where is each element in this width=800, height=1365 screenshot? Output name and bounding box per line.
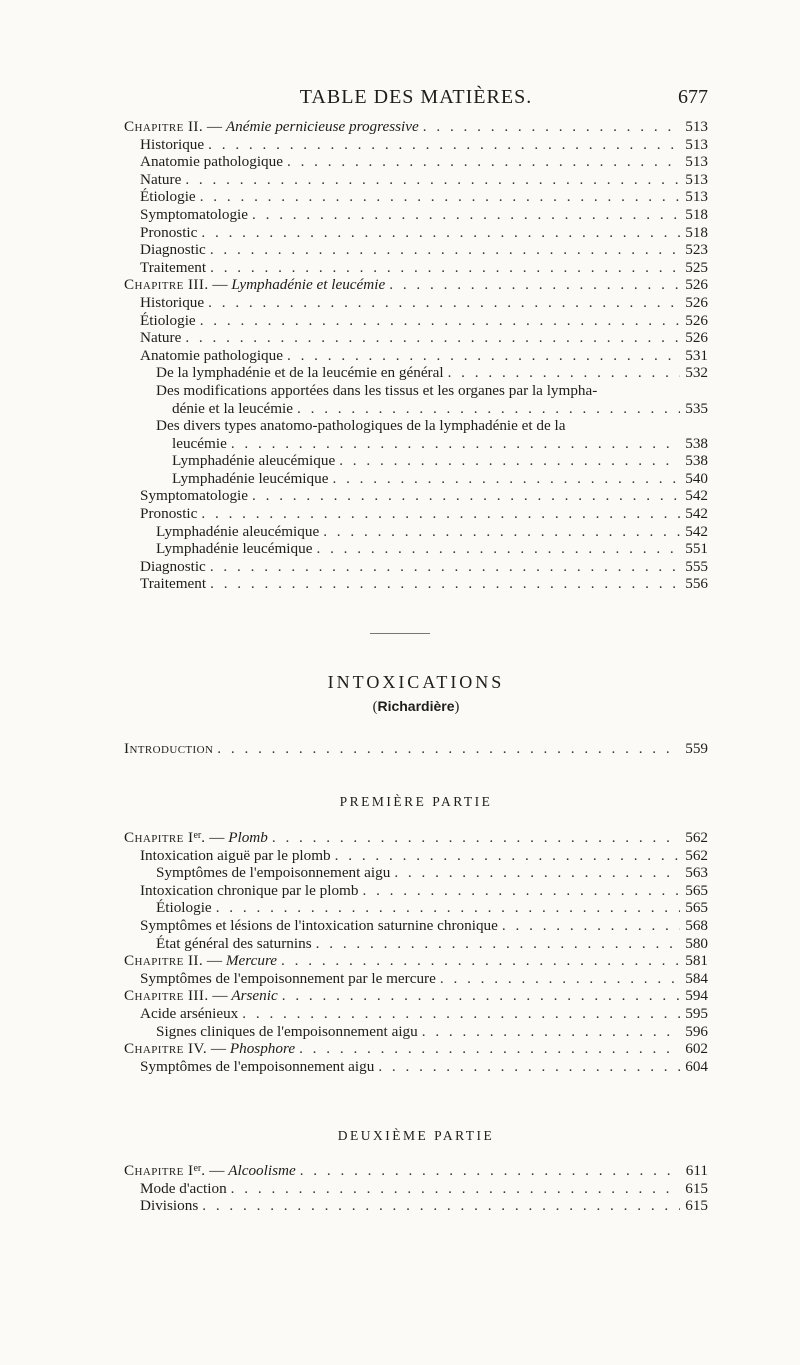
toc-entry-page: 556	[685, 575, 708, 593]
toc-entry-page: 562	[685, 829, 708, 846]
toc-entry[interactable]	[124, 206, 708, 224]
toc-entry-page: 604	[685, 1057, 708, 1075]
toc-entry-text: Lymphadénie leucémique	[172, 469, 329, 487]
toc-entry-text: Nature	[140, 329, 182, 347]
toc-entry[interactable]	[124, 917, 708, 935]
dot-leader	[216, 899, 680, 917]
section-divider	[370, 633, 430, 634]
toc-entry-text: Divisions	[140, 1197, 199, 1215]
toc-entry[interactable]	[124, 847, 708, 865]
toc-entry-page: 568	[685, 916, 708, 934]
toc-chapter-entry[interactable]	[124, 987, 708, 1005]
toc-entry-text	[124, 829, 268, 847]
toc-entry-text: Lymphadénie aleucémique	[156, 522, 320, 540]
toc-entry[interactable]	[124, 347, 708, 365]
toc-entry-text: Symptômes de l'empoisonnement aigu	[140, 1057, 375, 1075]
toc-chapter-entry[interactable]	[124, 118, 708, 136]
toc-chapter-entry[interactable]	[124, 1040, 708, 1058]
dot-leader	[422, 1023, 680, 1041]
toc-entry-page: 611	[685, 1162, 708, 1179]
toc-entry[interactable]	[124, 1197, 708, 1215]
toc-entry-text: Symptômes de l'empoisonnement aigu	[156, 864, 391, 882]
dot-leader	[252, 487, 680, 505]
toc-entry-page: 559	[685, 740, 708, 757]
dot-leader	[323, 523, 680, 541]
toc-entry-page: 532	[685, 364, 708, 382]
toc-entry-page: 542	[685, 522, 708, 540]
dot-leader	[448, 364, 680, 382]
toc-entry[interactable]	[124, 540, 708, 558]
toc-entry[interactable]	[124, 294, 708, 312]
dot-leader	[201, 505, 680, 523]
dot-leader	[502, 917, 680, 935]
toc-entry-page: 551	[685, 540, 708, 558]
toc-entry[interactable]	[124, 899, 708, 917]
toc-entry-page: 584	[685, 969, 708, 987]
dot-leader	[201, 224, 680, 242]
dot-leader	[389, 276, 680, 294]
toc-entry-page: 562	[685, 846, 708, 864]
chapter-title: Lymphadénie et leucémie	[231, 276, 386, 294]
toc-entry-text: Historique	[140, 135, 205, 153]
toc-entry[interactable]	[124, 470, 708, 488]
part-heading-deuxieme: DEUXIÈME PARTIE	[337, 1128, 495, 1143]
toc-entry-text: Diagnostic	[140, 557, 206, 575]
chapter-ordinal-suffix: er	[193, 830, 202, 841]
toc-entry-text	[124, 987, 278, 1005]
dot-leader	[362, 882, 680, 900]
chapter-number: Chapitre II.	[124, 118, 204, 135]
dot-leader	[210, 259, 680, 277]
toc-entry-text	[124, 1162, 296, 1180]
chapter-number: Chapitre III.	[124, 276, 209, 294]
toc-entry-page: 518	[685, 223, 708, 241]
toc-entry[interactable]	[124, 864, 708, 882]
dot-leader	[332, 470, 680, 488]
running-title: TABLE DES MATIÈRES.	[299, 86, 533, 108]
toc-entry-text: Historique	[140, 293, 205, 311]
toc-entry-text: Étiologie	[140, 188, 196, 206]
toc-chapter-entry[interactable]	[124, 1162, 708, 1180]
toc-entry-page: 596	[685, 1022, 708, 1040]
dot-leader	[272, 829, 680, 847]
toc-entry-page: 526	[685, 293, 708, 311]
toc-entry-page: 513	[685, 170, 708, 188]
toc-entry-page: 542	[685, 487, 708, 505]
dot-leader	[394, 864, 680, 882]
toc-section-deuxieme-partie	[124, 1162, 708, 1215]
toc-chapter-entry[interactable]	[124, 276, 708, 294]
toc-entry-text: Acide arsénieux	[140, 1004, 239, 1022]
toc-entry-text: Anatomie pathologique	[140, 346, 283, 364]
toc-entry[interactable]	[124, 224, 708, 242]
toc-entry-page: 581	[685, 952, 708, 970]
dot-leader	[208, 294, 680, 312]
dot-leader	[185, 171, 680, 189]
toc-entry-text: Étiologie	[156, 899, 212, 917]
intoxications-heading: INTOXICATIONS	[327, 672, 505, 692]
dot-leader	[378, 1058, 680, 1076]
toc-entry[interactable]	[124, 171, 708, 189]
toc-entry-page: 526	[685, 329, 708, 347]
toc-entry-page: 580	[685, 934, 708, 952]
chapter-title: Phosphore	[229, 1040, 296, 1058]
dot-leader	[210, 558, 680, 576]
toc-entry-text: Mode d'action	[140, 1179, 227, 1197]
toc-entry-line: Des modifications apportées dans les tissus et les organes par la lympha-	[156, 381, 598, 399]
toc-entry[interactable]	[124, 400, 708, 418]
toc-entry-page: 615	[685, 1197, 708, 1215]
author-line: (Richardière)	[372, 698, 460, 715]
chapter-dash: —	[205, 1162, 229, 1179]
dot-leader	[252, 206, 680, 224]
chapter-dash: —	[208, 987, 232, 1005]
toc-entry[interactable]	[124, 364, 708, 382]
toc-entry[interactable]	[124, 241, 708, 259]
toc-entry-text: Lymphadénie leucémique	[156, 540, 313, 558]
dot-leader	[316, 935, 680, 953]
toc-entry[interactable]	[124, 259, 708, 277]
toc-entry[interactable]	[124, 1058, 708, 1076]
dot-leader	[339, 452, 680, 470]
toc-entry-text: Symptômes de l'empoisonnement par le mercure	[140, 969, 436, 987]
toc-chapter-entry[interactable]	[124, 952, 708, 970]
toc-section-anemie-lymphadenie	[124, 118, 708, 593]
chapter-dash: —	[203, 952, 226, 970]
toc-entry[interactable]	[124, 312, 708, 330]
dot-leader	[281, 952, 680, 970]
toc-entry-page: 565	[685, 899, 708, 917]
chapter-number: Chapitre III.	[124, 987, 209, 1005]
toc-entry-page: 526	[685, 276, 708, 294]
toc-entry-page: 565	[685, 881, 708, 899]
toc-entry-page: 542	[685, 505, 708, 523]
toc-entry[interactable]	[124, 740, 708, 758]
toc-entry-page: 595	[685, 1004, 708, 1022]
chapter-number-period: .	[201, 829, 206, 846]
toc-entry-text: Symptomatologie	[140, 205, 248, 223]
dot-leader	[423, 118, 680, 136]
dot-leader	[200, 312, 680, 330]
toc-entry-text	[124, 952, 277, 970]
dot-leader	[297, 400, 680, 418]
chapter-dash: —	[205, 829, 229, 846]
dot-leader	[299, 1040, 680, 1058]
dot-leader	[208, 136, 680, 154]
toc-entry-text: Anatomie pathologique	[140, 153, 283, 171]
toc-entry[interactable]	[124, 505, 708, 523]
toc-entry[interactable]	[124, 487, 708, 505]
toc-entry-page: 526	[685, 311, 708, 329]
dot-leader	[287, 153, 680, 171]
chapter-title: Mercure	[225, 952, 278, 970]
toc-entry-text	[124, 1040, 295, 1058]
chapter-dash: —	[208, 276, 232, 294]
toc-entry-page: 513	[685, 118, 708, 135]
toc-entry-text: Nature	[140, 170, 182, 188]
author-name: Richardière	[377, 698, 455, 714]
toc-entry[interactable]	[124, 1023, 708, 1041]
toc-entry-text: Étiologie	[140, 311, 196, 329]
chapter-number-period: .	[201, 1162, 206, 1179]
chapter-number: Chapitre II.	[124, 952, 204, 970]
toc-entry-text: leucémie	[172, 434, 227, 452]
toc-entry-page: 523	[685, 241, 708, 259]
part-heading-premiere: PREMIÈRE PARTIE	[339, 794, 493, 809]
toc-entry[interactable]	[124, 558, 708, 576]
toc-entry[interactable]	[124, 1005, 708, 1023]
toc-entry[interactable]	[124, 1180, 708, 1198]
toc-entry-text: Symptômes et lésions de l'intoxication saturnine chronique	[140, 916, 498, 934]
toc-entry[interactable]	[124, 882, 708, 900]
dot-leader	[231, 1180, 680, 1198]
chapter-title: Arsenic	[231, 987, 278, 1005]
dot-leader	[335, 847, 680, 865]
chapter-title: Anémie pernicieuse progressive	[225, 118, 419, 135]
toc-entry-text: État général des saturnins	[156, 934, 312, 952]
dot-leader	[200, 188, 680, 206]
chapter-dash: —	[203, 118, 226, 135]
toc-entry-page: 563	[685, 864, 708, 882]
dot-leader	[210, 241, 680, 259]
toc-entry-page: 555	[685, 557, 708, 575]
toc-entry-text: Pronostic	[140, 223, 198, 241]
chapter-number: Chapitre I	[124, 1162, 194, 1179]
toc-entry-page: 513	[685, 188, 708, 206]
toc-entry-page: 615	[685, 1179, 708, 1197]
toc-entry-text: Introduction	[124, 740, 214, 757]
page-header	[124, 86, 708, 110]
toc-entry-text: Pronostic	[140, 505, 198, 523]
chapter-ordinal-suffix: er	[193, 1163, 202, 1174]
dot-leader	[217, 740, 680, 758]
chapter-title: Alcoolisme	[228, 1162, 296, 1179]
toc-entry-page: 535	[685, 399, 708, 417]
dot-leader	[210, 575, 680, 593]
toc-entry-text: Traitement	[140, 258, 207, 276]
dot-leader	[202, 1197, 680, 1215]
toc-entry-page: 540	[685, 469, 708, 487]
toc-entry-text: Lymphadénie aleucémique	[172, 452, 336, 470]
toc-entry-page: 513	[685, 135, 708, 153]
toc-entry-page: 531	[685, 346, 708, 364]
toc-entry-page: 525	[685, 258, 708, 276]
chapter-dash: —	[207, 1040, 230, 1058]
dot-leader	[242, 1005, 680, 1023]
toc-entry[interactable]	[124, 523, 708, 541]
dot-leader	[282, 987, 680, 1005]
toc-entry-text: Symptomatologie	[140, 487, 248, 505]
toc-entry-page: 518	[685, 205, 708, 223]
toc-entry[interactable]	[124, 188, 708, 206]
toc-entry-text: dénie et la leucémie	[172, 399, 294, 417]
toc-section-premiere-partie	[124, 829, 708, 1075]
toc-entry-text: Traitement	[140, 575, 207, 593]
toc-entry[interactable]	[124, 970, 708, 988]
toc-chapter-entry[interactable]	[124, 829, 708, 847]
dot-leader	[287, 347, 680, 365]
toc-entry-page: 602	[685, 1040, 708, 1058]
toc-entry[interactable]	[124, 575, 708, 593]
toc-entry-text: De la lymphadénie et de la leucémie en général	[156, 364, 444, 382]
toc-entry[interactable]	[124, 452, 708, 470]
dot-leader	[231, 435, 680, 453]
toc-entry-text: Diagnostic	[140, 241, 206, 259]
toc-entry-page: 594	[685, 987, 708, 1005]
chapter-number: Chapitre I	[124, 829, 194, 846]
toc-entry-text	[124, 276, 385, 294]
toc-entry-line: Des divers types anatomo-pathologiques de la lymphadénie et de la	[156, 417, 566, 435]
toc-entry-page: 538	[685, 434, 708, 452]
chapter-number: Chapitre IV.	[124, 1040, 208, 1058]
toc-entry-text: Intoxication chronique par le plomb	[140, 881, 359, 899]
toc-entry[interactable]	[124, 136, 708, 154]
toc-entry-text: Intoxication aiguë par le plomb	[140, 846, 331, 864]
dot-leader	[440, 970, 680, 988]
toc-introduction	[124, 740, 708, 758]
toc-entry[interactable]	[124, 935, 708, 953]
toc-entry-page: 513	[685, 153, 708, 171]
dot-leader	[300, 1162, 680, 1180]
toc-entry-text: Signes cliniques de l'empoisonnement aigu	[156, 1022, 418, 1040]
chapter-title: Plomb	[228, 829, 268, 846]
toc-entry-text	[124, 118, 419, 136]
toc-entry-page: 538	[685, 452, 708, 470]
dot-leader	[316, 540, 680, 558]
toc-entry[interactable]	[124, 329, 708, 347]
dot-leader	[185, 329, 680, 347]
toc-entry[interactable]	[124, 153, 708, 171]
toc-entry[interactable]	[124, 435, 708, 453]
page-number: 677	[678, 86, 708, 108]
